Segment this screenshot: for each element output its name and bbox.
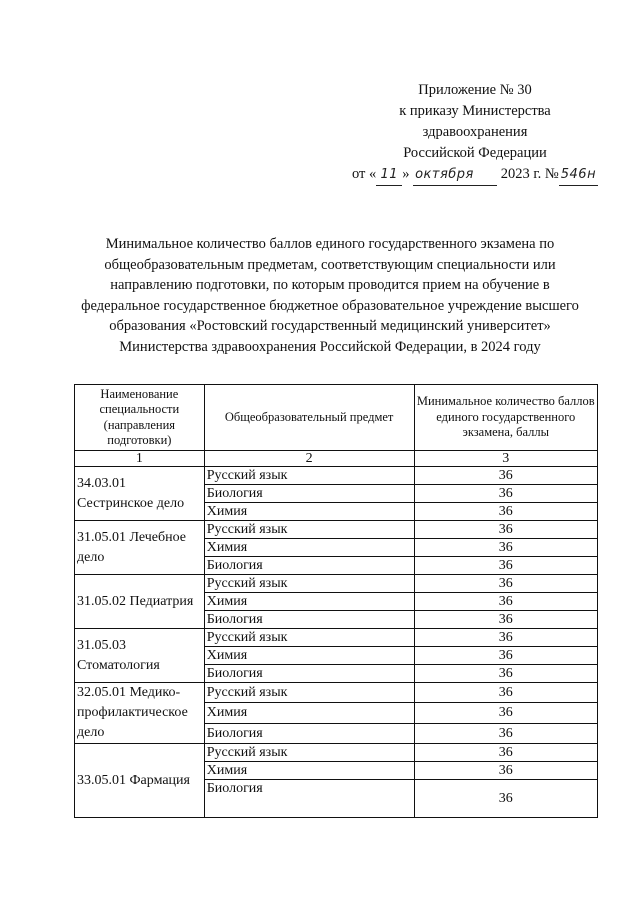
header-subject: Общеобразовательный предмет <box>204 385 414 451</box>
specialty-cell: 31.05.01 Лечебное дело <box>75 521 205 575</box>
score-cell: 36 <box>414 723 597 743</box>
table-header-row <box>75 385 598 451</box>
title-line: Минимальное количество баллов единого государственного экзамена по <box>105 236 555 252</box>
subject-cell: Биология <box>204 665 414 683</box>
title-line: общеобразовательным предметам, соответствующим специальности или <box>104 256 556 273</box>
subject-cell: Химия <box>204 539 414 557</box>
subject-cell: Химия <box>204 762 414 780</box>
table-row <box>75 575 598 593</box>
specialty-cell: 33.05.01 Фармация <box>75 744 205 818</box>
title-line: Министерства здравоохранения Российской Федерации, в 2024 году <box>119 338 541 355</box>
specialty-cell: 31.05.02 Педиатрия <box>75 575 205 629</box>
subject-cell: Химия <box>204 503 414 521</box>
subject-cell: Химия <box>204 647 414 665</box>
table-row <box>75 521 598 539</box>
column-number: 3 <box>414 451 597 467</box>
header-specialty: Наименование специальности (направления подготовки) <box>75 385 205 451</box>
subject-cell: Русский язык <box>204 629 414 647</box>
title-line: направлению подготовки, по которым проводится прием на обучение в <box>110 277 550 293</box>
score-cell: 36 <box>414 683 597 703</box>
scores-table <box>74 384 598 818</box>
table-row <box>75 629 598 647</box>
score-cell: 36 <box>414 744 597 762</box>
score-cell: 36 <box>414 485 597 503</box>
column-number-row <box>75 451 598 467</box>
score-cell: 36 <box>414 521 597 539</box>
subject-cell: Биология <box>204 723 414 743</box>
score-cell: 36 <box>414 503 597 521</box>
specialty-cell: 31.05.03 Стоматология <box>75 629 205 683</box>
score-cell: 36 <box>414 593 597 611</box>
score-cell: 36 <box>414 703 597 723</box>
score-cell: 36 <box>414 647 597 665</box>
score-cell: 36 <box>414 762 597 780</box>
appendix-ministry: здравоохранения <box>422 124 528 140</box>
subject-cell: Биология <box>204 780 414 818</box>
specialty-cell: 32.05.01 Медико-профилактическое дело <box>75 683 205 744</box>
score-cell: 36 <box>414 780 597 818</box>
appendix-order-ref: к приказу Министерства <box>399 103 551 119</box>
handwritten-day: 11 <box>376 164 402 186</box>
date-mid: » <box>402 166 410 182</box>
handwritten-month: октября <box>413 164 497 186</box>
score-cell: 36 <box>414 575 597 593</box>
score-cell: 36 <box>414 611 597 629</box>
subject-cell: Биология <box>204 611 414 629</box>
score-cell: 36 <box>414 665 597 683</box>
appendix-federation: Российской Федерации <box>403 145 547 161</box>
title-line: образования «Ростовский государственный медицинский университет» <box>109 318 551 334</box>
score-cell: 36 <box>414 539 597 557</box>
subject-cell: Русский язык <box>204 744 414 762</box>
subject-cell: Химия <box>204 703 414 723</box>
document-title <box>70 234 590 357</box>
subject-cell: Химия <box>204 593 414 611</box>
score-cell: 36 <box>414 629 597 647</box>
title-line: федеральное государственное бюджетное образовательное учреждение высшего <box>81 297 579 314</box>
table-row <box>75 744 598 762</box>
subject-cell: Биология <box>204 485 414 503</box>
table-row <box>75 467 598 485</box>
specialty-cell: 34.03.01 Сестринское дело <box>75 467 205 521</box>
year-text: 2023 г. № <box>500 166 559 182</box>
subject-cell: Русский язык <box>204 575 414 593</box>
date-prefix: от « <box>351 166 377 182</box>
score-cell: 36 <box>414 467 597 485</box>
handwritten-order-number: 546н <box>559 164 598 186</box>
subject-cell: Русский язык <box>204 467 414 485</box>
column-number: 1 <box>75 451 205 467</box>
appendix-header <box>330 80 620 186</box>
table-row <box>75 683 598 703</box>
score-cell: 36 <box>414 557 597 575</box>
subject-cell: Русский язык <box>204 521 414 539</box>
appendix-number: Приложение № 30 <box>418 82 532 98</box>
header-min-score: Минимальное количество баллов единого государственного экзамена, баллы <box>414 385 597 451</box>
subject-cell: Русский язык <box>204 683 414 703</box>
order-date-line <box>330 164 620 186</box>
subject-cell: Биология <box>204 557 414 575</box>
column-number: 2 <box>204 451 414 467</box>
